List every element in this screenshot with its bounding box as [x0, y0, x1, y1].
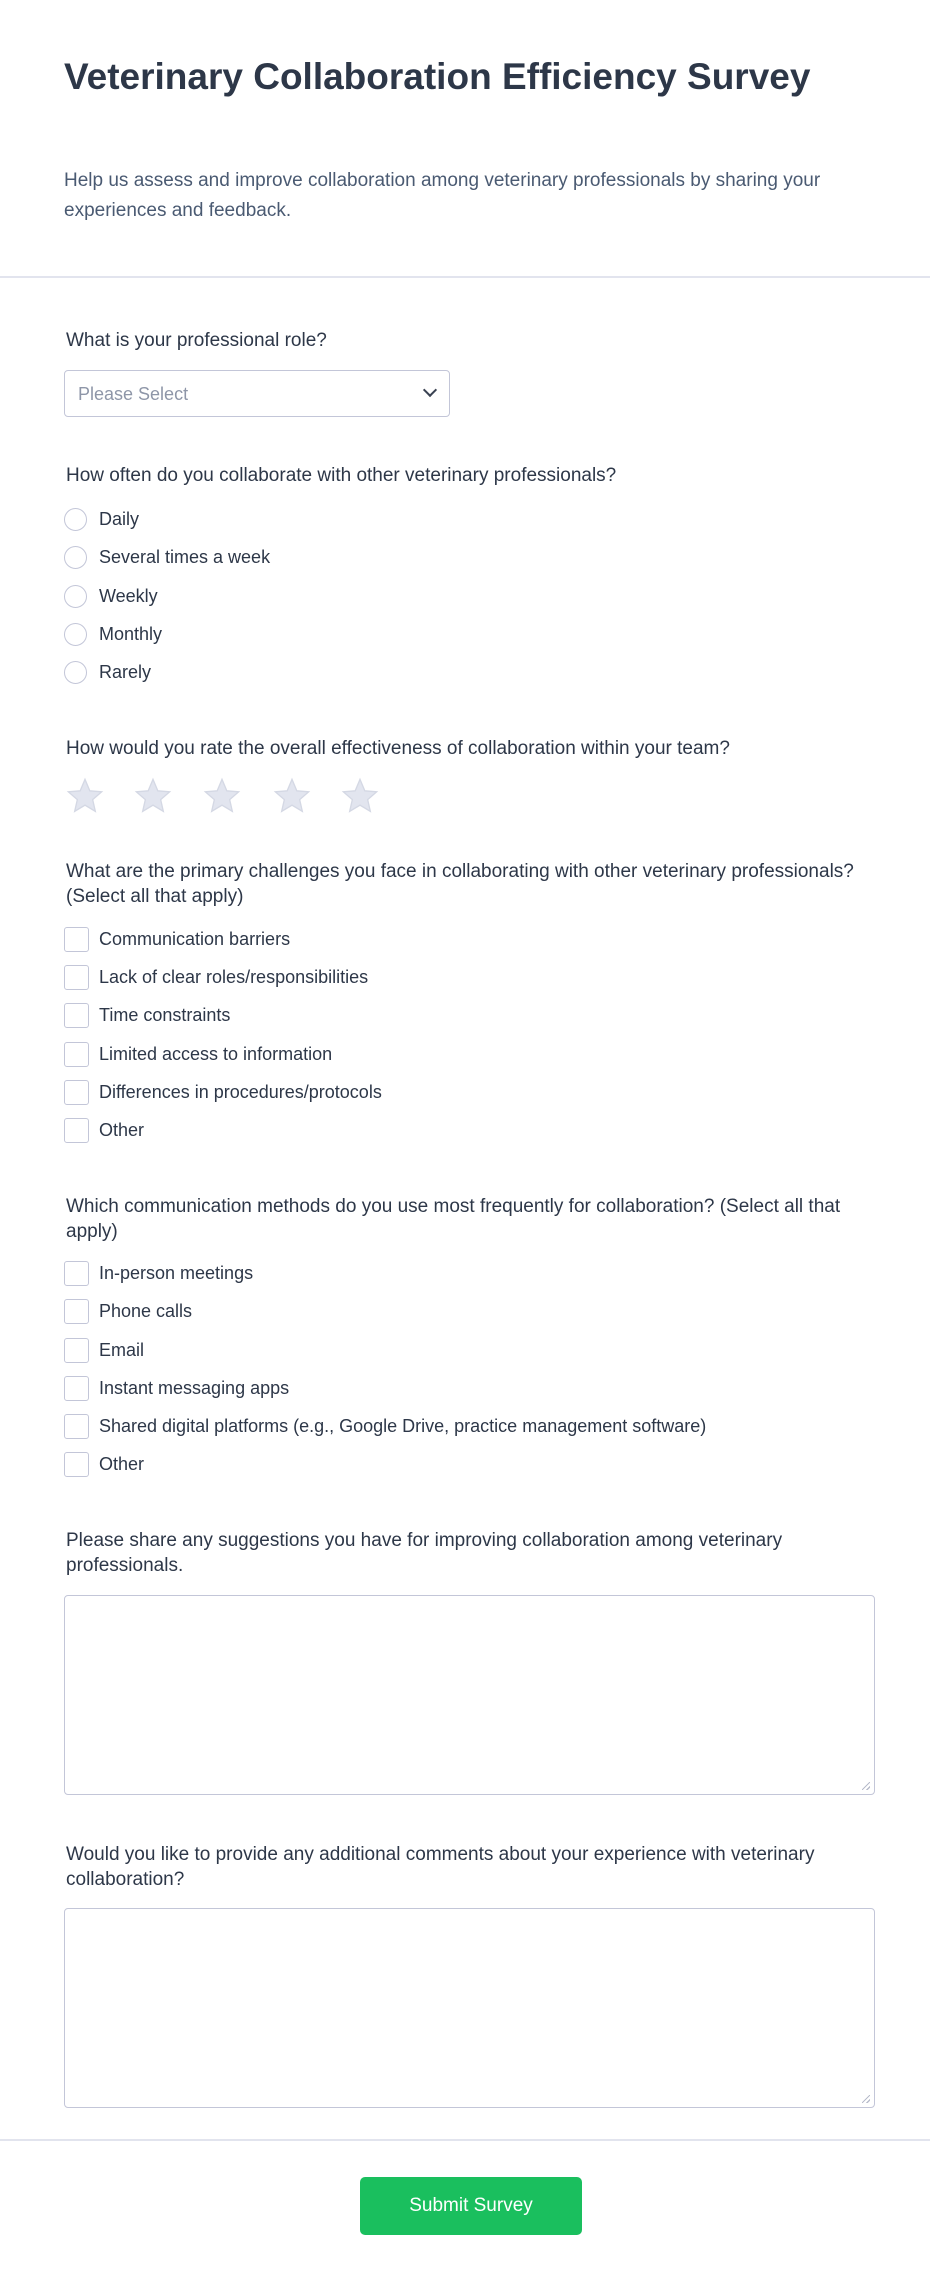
checkbox[interactable] [64, 1261, 89, 1286]
resize-handle-icon[interactable] [862, 2095, 870, 2103]
radio-label: Daily [99, 508, 140, 529]
checkbox-option[interactable] [64, 1041, 332, 1067]
checkbox[interactable] [64, 1376, 89, 1401]
radio-label: Several times a week [99, 546, 271, 567]
question-rating-label: How would you rate the overall effectiveness of collaboration within your team? [66, 738, 730, 759]
star-icon[interactable] [340, 776, 380, 816]
question-frequency-label: How often do you collaborate with other veterinary professionals? [66, 465, 617, 486]
suggestions-textarea[interactable] [64, 1595, 875, 1795]
question-role-label: What is your professional role? [66, 330, 327, 351]
star-icon[interactable] [272, 776, 312, 816]
footer-divider [0, 2139, 930, 2141]
checkbox-option[interactable] [64, 1451, 144, 1477]
checkbox-label: Time constraints [99, 1004, 231, 1025]
radio-option[interactable] [64, 544, 270, 570]
checkbox[interactable] [64, 1042, 89, 1067]
checkbox-label: Differences in procedures/protocols [99, 1081, 382, 1102]
checkbox-option[interactable] [64, 964, 368, 990]
checkbox-option[interactable] [64, 1298, 192, 1324]
checkbox[interactable] [64, 1414, 89, 1439]
checkbox-label: Lack of clear roles/responsibilities [99, 966, 369, 987]
checkbox-option[interactable] [64, 1002, 230, 1028]
checkbox[interactable] [64, 965, 89, 990]
checkbox-option[interactable] [64, 1117, 144, 1143]
checkbox-label: Shared digital platforms (e.g., Google Drive, practice management software) [99, 1415, 707, 1436]
header-divider [0, 276, 930, 278]
checkbox-label: In-person meetings [99, 1262, 254, 1283]
star-icon[interactable] [65, 776, 105, 816]
comments-textarea[interactable] [64, 1908, 875, 2108]
radio-option[interactable] [64, 621, 162, 647]
chevron-down-icon [423, 383, 437, 397]
question-comments-label: Would you like to provide any additional comments about your experience with veterinary collaboration? [66, 1844, 815, 1890]
checkbox-label: Communication barriers [99, 928, 291, 949]
radio-button[interactable] [64, 585, 87, 608]
role-select[interactable] [64, 370, 450, 417]
checkbox-label: Limited access to information [99, 1043, 333, 1064]
checkbox-option[interactable] [64, 1079, 382, 1105]
star-icon[interactable] [202, 776, 242, 816]
checkbox-option[interactable] [64, 1375, 289, 1401]
checkbox-label: Other [99, 1119, 145, 1140]
radio-button[interactable] [64, 623, 87, 646]
radio-option[interactable] [64, 583, 158, 609]
checkbox[interactable] [64, 1299, 89, 1324]
radio-label: Weekly [99, 585, 158, 606]
checkbox[interactable] [64, 1452, 89, 1477]
page-subtitle: Help us assess and improve collaboration among veterinary professionals by sharing your experiences and feedback. [64, 170, 821, 221]
question-suggestions-label: Please share any suggestions you have for improving collaboration among veterinary professionals. [66, 1530, 783, 1576]
radio-label: Rarely [99, 661, 152, 682]
radio-option[interactable] [64, 506, 139, 532]
checkbox-label: Other [99, 1453, 145, 1474]
checkbox[interactable] [64, 1003, 89, 1028]
question-challenges-label: What are the primary challenges you face in collaborating with other veterinary professionals? (Select all that apply) [66, 861, 854, 907]
role-select-placeholder: Please Select [78, 384, 189, 404]
radio-option[interactable] [64, 659, 151, 685]
checkbox[interactable] [64, 1338, 89, 1363]
checkbox-label: Instant messaging apps [99, 1377, 290, 1398]
checkbox[interactable] [64, 927, 89, 952]
checkbox-option[interactable] [64, 1413, 706, 1439]
checkbox-option[interactable] [64, 1260, 253, 1286]
checkbox-option[interactable] [64, 926, 290, 952]
question-methods-label: Which communication methods do you use most frequently for collaboration? (Select all that apply) [66, 1196, 841, 1242]
page-title: Veterinary Collaboration Efficiency Survey [64, 56, 811, 97]
checkbox-label: Email [99, 1339, 145, 1360]
radio-button[interactable] [64, 661, 87, 684]
checkbox-label: Phone calls [99, 1300, 193, 1321]
radio-button[interactable] [64, 546, 87, 569]
radio-button[interactable] [64, 508, 87, 531]
checkbox[interactable] [64, 1080, 89, 1105]
resize-handle-icon[interactable] [862, 1782, 870, 1790]
radio-label: Monthly [99, 623, 163, 644]
checkbox[interactable] [64, 1118, 89, 1143]
star-icon[interactable] [133, 776, 173, 816]
submit-survey-button[interactable]: Submit Survey [360, 2177, 582, 2235]
checkbox-option[interactable] [64, 1337, 144, 1363]
